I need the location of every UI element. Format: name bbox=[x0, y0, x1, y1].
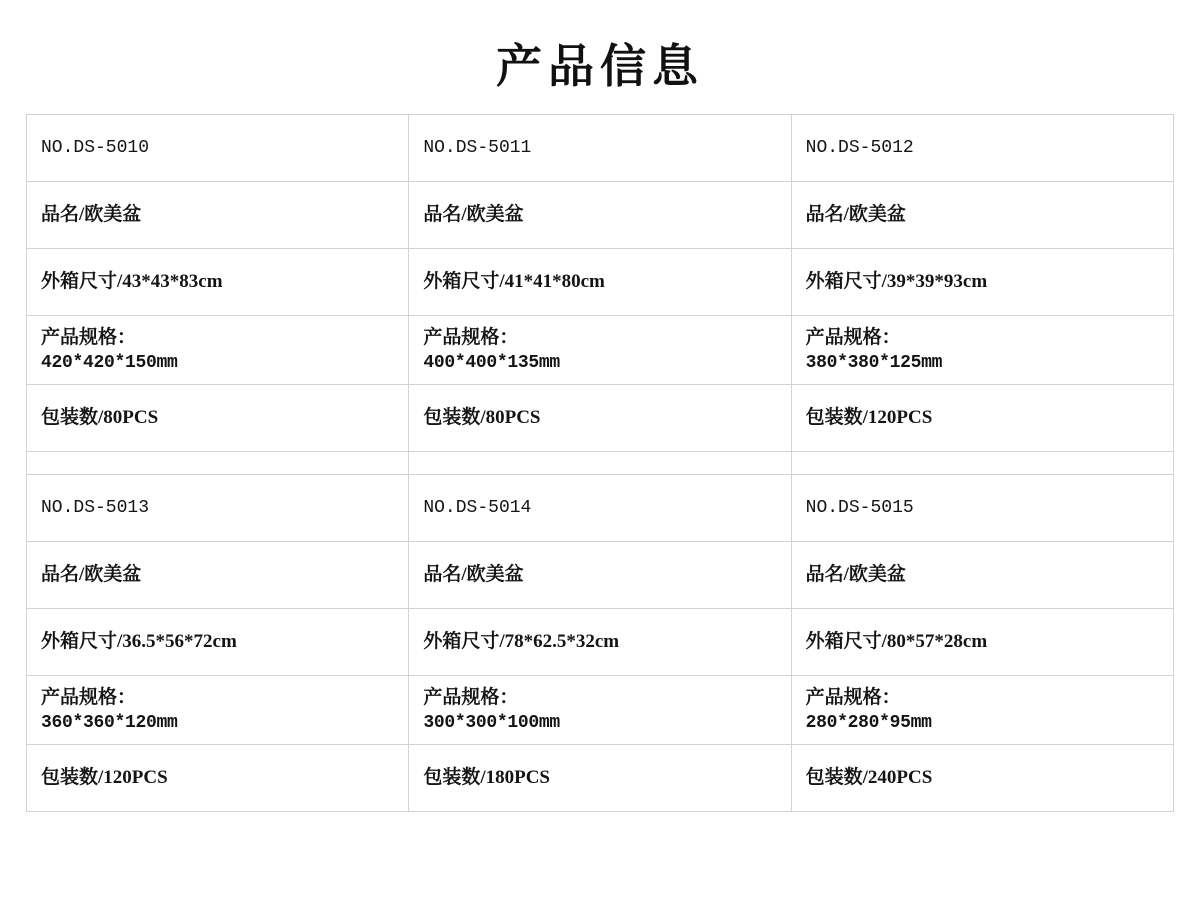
table-row bbox=[27, 676, 1174, 745]
carton-size: 外箱尺寸/80*57*28cm bbox=[791, 609, 1173, 676]
table-row bbox=[27, 745, 1174, 812]
product-number: NO.DS-5011 bbox=[409, 115, 791, 182]
product-spec-label: 产品规格： bbox=[41, 687, 137, 709]
package-quantity: 包装数/80PCS bbox=[27, 385, 409, 452]
product-spec-label: 产品规格： bbox=[805, 687, 901, 709]
page-title: 产品信息 bbox=[496, 40, 704, 92]
product-spec bbox=[791, 316, 1173, 385]
package-quantity: 包装数/180PCS bbox=[409, 745, 791, 812]
product-spec-label: 产品规格： bbox=[41, 327, 137, 349]
carton-size: 外箱尺寸/39*39*93cm bbox=[791, 249, 1173, 316]
table-row bbox=[27, 182, 1174, 249]
product-name: 品名/欧美盆 bbox=[27, 182, 409, 249]
product-spec-value: 400*400*135mm bbox=[423, 352, 560, 373]
product-spec-value: 360*360*120mm bbox=[41, 712, 178, 733]
product-spec-table bbox=[26, 114, 1174, 812]
package-quantity: 包装数/240PCS bbox=[791, 745, 1173, 812]
table-row bbox=[27, 542, 1174, 609]
product-spec bbox=[409, 316, 791, 385]
block-separator-cell bbox=[791, 452, 1173, 475]
product-spec-value: 280*280*95mm bbox=[805, 712, 932, 733]
carton-size: 外箱尺寸/43*43*83cm bbox=[27, 249, 409, 316]
product-number: NO.DS-5013 bbox=[27, 475, 409, 542]
product-number: NO.DS-5010 bbox=[27, 115, 409, 182]
carton-size: 外箱尺寸/78*62.5*32cm bbox=[409, 609, 791, 676]
product-spec bbox=[27, 676, 409, 745]
product-spec bbox=[791, 676, 1173, 745]
product-spec-value: 420*420*150mm bbox=[41, 352, 178, 373]
table-row bbox=[27, 475, 1174, 542]
carton-size: 外箱尺寸/41*41*80cm bbox=[409, 249, 791, 316]
product-spec bbox=[409, 676, 791, 745]
product-spec-label: 产品规格： bbox=[805, 327, 901, 349]
block-separator-cell bbox=[409, 452, 791, 475]
package-quantity: 包装数/120PCS bbox=[791, 385, 1173, 452]
product-name: 品名/欧美盆 bbox=[791, 182, 1173, 249]
product-spec-label: 产品规格： bbox=[423, 687, 519, 709]
product-spec-label: 产品规格： bbox=[423, 327, 519, 349]
table-row bbox=[27, 115, 1174, 182]
carton-size: 外箱尺寸/36.5*56*72cm bbox=[27, 609, 409, 676]
block-separator-cell bbox=[27, 452, 409, 475]
table-row bbox=[27, 249, 1174, 316]
block-separator-row bbox=[27, 452, 1174, 475]
product-spec-value: 300*300*100mm bbox=[423, 712, 560, 733]
product-number: NO.DS-5015 bbox=[791, 475, 1173, 542]
product-number: NO.DS-5014 bbox=[409, 475, 791, 542]
product-number: NO.DS-5012 bbox=[791, 115, 1173, 182]
product-name: 品名/欧美盆 bbox=[409, 182, 791, 249]
package-quantity: 包装数/120PCS bbox=[27, 745, 409, 812]
product-spec-value: 380*380*125mm bbox=[805, 352, 943, 373]
table-row bbox=[27, 609, 1174, 676]
package-quantity: 包装数/80PCS bbox=[409, 385, 791, 452]
table-row bbox=[27, 316, 1174, 385]
product-name: 品名/欧美盆 bbox=[791, 542, 1173, 609]
product-spec bbox=[27, 316, 409, 385]
product-name: 品名/欧美盆 bbox=[27, 542, 409, 609]
product-name: 品名/欧美盆 bbox=[409, 542, 791, 609]
table-row bbox=[27, 385, 1174, 452]
